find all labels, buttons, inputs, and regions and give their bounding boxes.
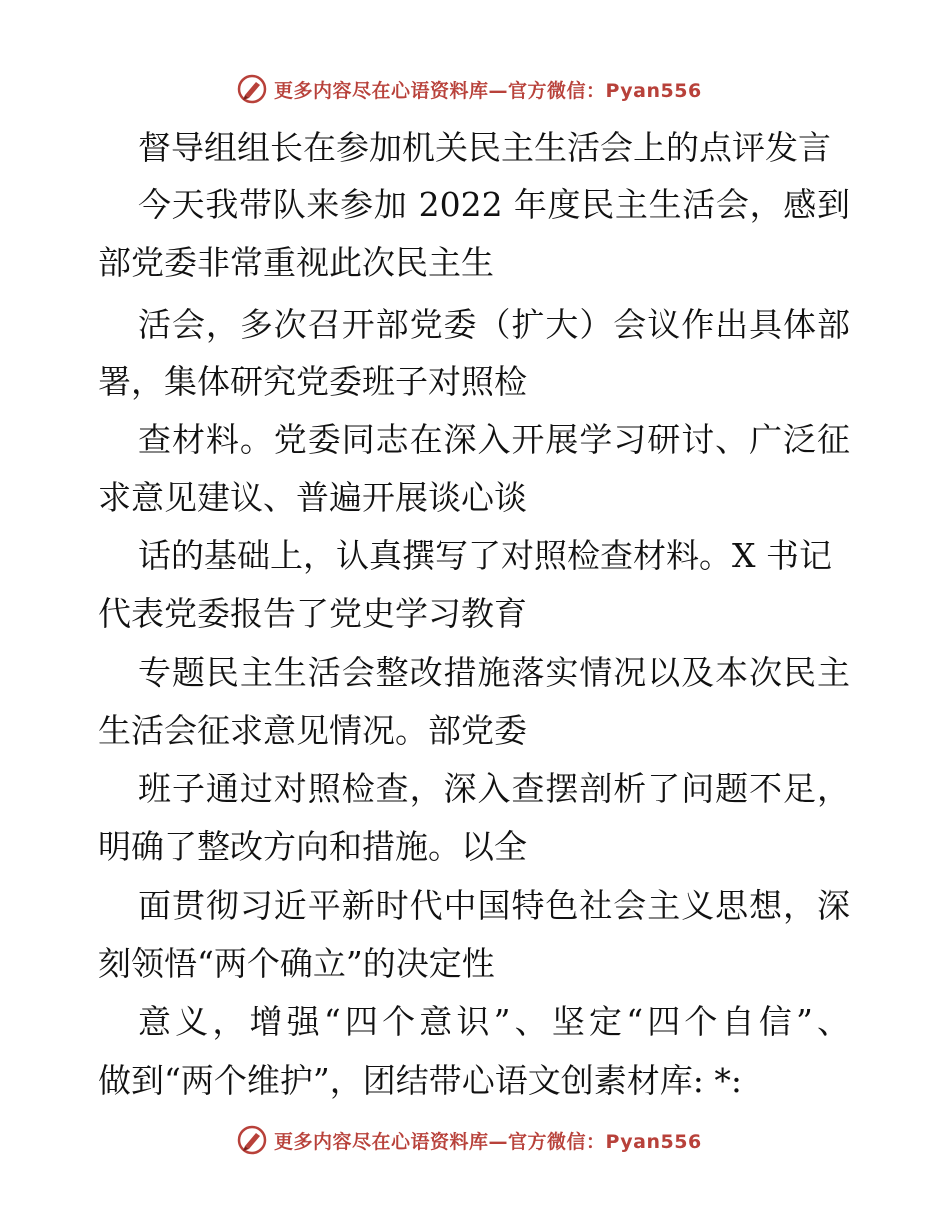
paragraph-line: 做到“两个维护”，团结带心语文创素材库: *: bbox=[98, 1061, 742, 1100]
paragraph-line: 代表党委报告了党史学习教育 bbox=[98, 594, 527, 633]
paragraph-line: 班子通过对照检查，深入查摆剖析了问题不足， bbox=[138, 769, 850, 808]
pen-logo-icon bbox=[236, 1124, 268, 1156]
watermark-text: 更多内容尽在心语资料库—官方微信：Pyan556 bbox=[274, 79, 702, 102]
paragraph-line: 面贯彻习近平新时代中国特色社会主义思想，深 bbox=[138, 886, 850, 925]
paragraph-line: 明确了整改方向和措施。以全 bbox=[98, 827, 527, 866]
paragraph-line: 话的基础上，认真撰写了对照检查材料。X 书记 bbox=[138, 536, 832, 575]
paragraph-line: 专题民主生活会整改措施落实情况以及本次民主 bbox=[138, 653, 850, 692]
paragraph-line: 求意见建议、普遍开展谈心谈 bbox=[98, 478, 527, 517]
paragraph-line: 活会，多次召开部党委（扩大）会议作出具体部 bbox=[138, 305, 850, 344]
paragraph-line: 部党委非常重视此次民主生 bbox=[98, 243, 494, 282]
paragraph-line: 今天我带队来参加 2022 年度民主生活会，感到 bbox=[138, 185, 850, 224]
paragraph-line: 生活会征求意见情况。部党委 bbox=[98, 711, 527, 750]
paragraph-line: 刻领悟“两个确立”的决定性 bbox=[98, 944, 495, 983]
paragraph-line: 署，集体研究党委班子对照检 bbox=[98, 362, 527, 401]
footer-watermark bbox=[236, 1123, 702, 1157]
watermark-text: 更多内容尽在心语资料库—官方微信：Pyan556 bbox=[274, 1130, 702, 1153]
document-title: 督导组组长在参加机关民主生活会上的点评发言 bbox=[138, 128, 831, 167]
paragraph-line: 意义，增强“四个意识”、坚定“四个自信”、 bbox=[138, 1002, 850, 1041]
paragraph-line: 查材料。党委同志在深入开展学习研讨、广泛征 bbox=[138, 420, 850, 459]
